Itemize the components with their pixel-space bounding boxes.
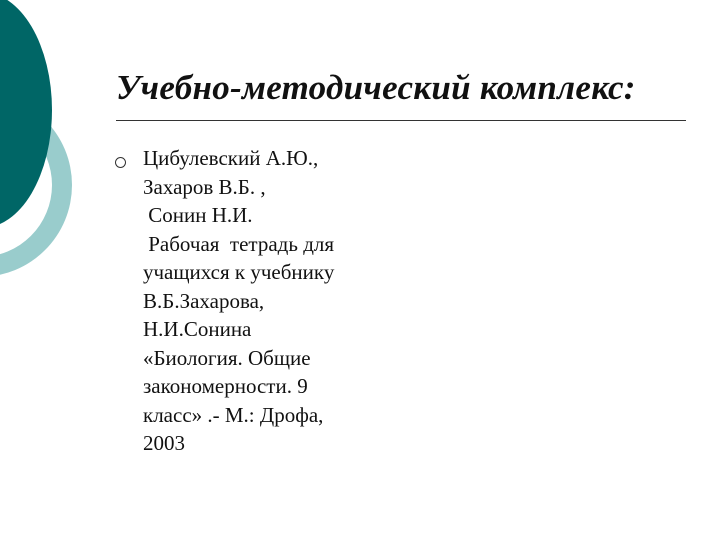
bullet-line: Захаров В.Б. , [143,174,266,199]
bullet-line: Сонин Н.И. [143,203,253,227]
bullet-line: 2003 [143,431,185,455]
bullet-line: учащихся к учебнику [143,260,335,284]
bullet-line: В.Б.Захарова, [143,288,265,313]
bullet-line: Н.И.Сонина [143,317,252,341]
bullet-text [143,144,463,458]
bullet-line: «Биология. Общие [143,345,311,370]
decorative-circles [0,0,120,300]
bullet-line: закономерности. 9 [143,374,308,398]
bullet-line: Рабочая тетрадь для [143,231,335,256]
title-divider [116,120,686,121]
slide-title: Учебно-методический комплекс: [116,68,636,107]
bullet-line: Цибулевский А.Ю., [143,146,319,170]
hollow-circle-bullet-icon [115,157,126,168]
bullet-line: класс» .- М.: Дрофа, [143,402,324,427]
